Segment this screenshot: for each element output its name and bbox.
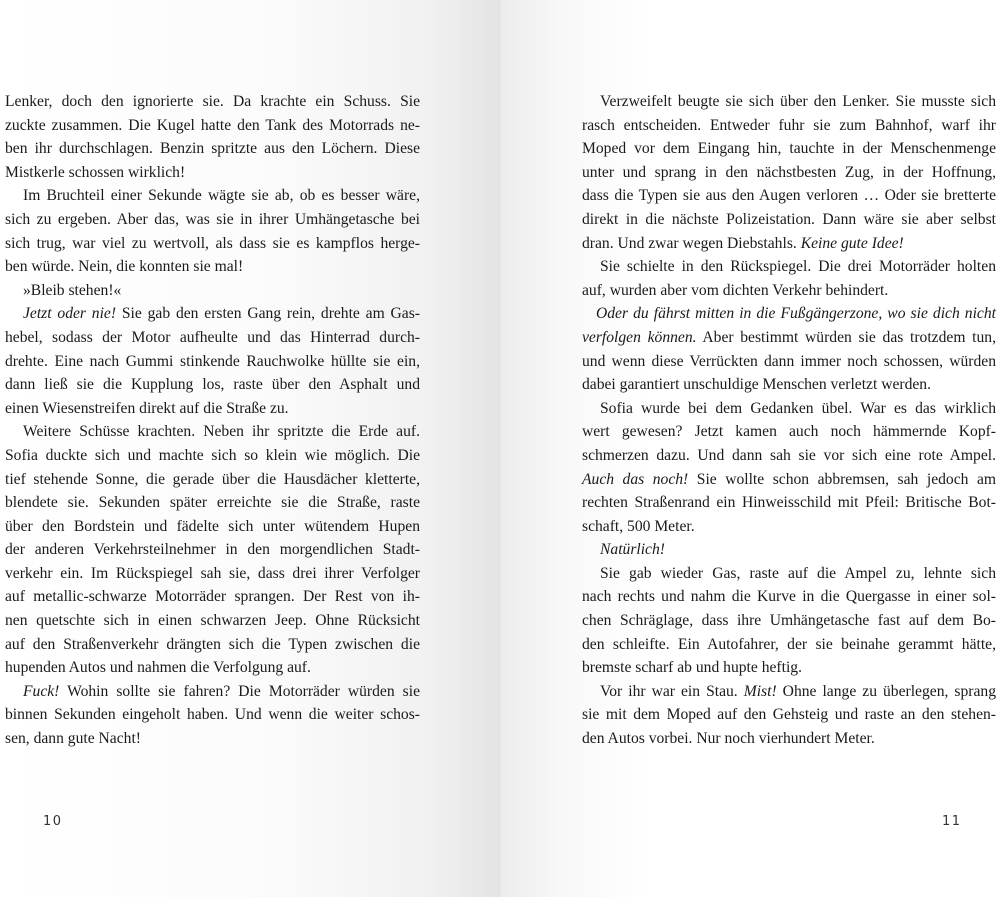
line-text: hebel, sodass der Motor aufheulte und das Hinterrad durch- bbox=[5, 328, 420, 346]
right-page-text bbox=[582, 90, 996, 751]
line-text: nach rechts und nahm die Kurve in die Quergasse in einer sol- bbox=[582, 588, 996, 606]
text-line bbox=[5, 161, 420, 185]
line-text: Aber bestimmt würden sie das trotzdem tun, bbox=[696, 328, 996, 346]
text-line bbox=[5, 656, 420, 680]
text-line bbox=[582, 326, 996, 350]
line-text: sie mit dem Moped auf den Gehsteig und raste an den stehen- bbox=[582, 706, 996, 724]
text-line bbox=[5, 326, 420, 350]
line-text: nen quetschte sich in einen schwarzen Jeep. Ohne Rücksicht bbox=[5, 612, 420, 630]
text-line bbox=[582, 350, 996, 374]
text-line bbox=[582, 538, 996, 562]
line-text: direkt in die nächste Polizeistation. Dann wäre sie aber selbst bbox=[582, 210, 996, 228]
text-line bbox=[582, 609, 996, 633]
italic-text: Oder du fährst mitten in die Fußgängerzone, wo sie dich nicht bbox=[596, 305, 996, 323]
line-text: auf den Straßenverkehr drängten sich die Typen zwischen die bbox=[5, 635, 420, 653]
text-line bbox=[582, 562, 996, 586]
text-line bbox=[5, 114, 420, 138]
line-text: dann ließ sie die Kupplung los, raste über den Asphalt und bbox=[5, 376, 420, 394]
line-text: hupenden Autos und nahmen die Verfolgung auf. bbox=[5, 659, 311, 677]
text-line bbox=[582, 656, 996, 680]
italic-text: Keine gute Idee! bbox=[800, 234, 904, 252]
line-text: sich zu ergeben. Aber das, was sie in ihrer Umhängetasche bei bbox=[5, 210, 420, 228]
text-line bbox=[5, 444, 420, 468]
line-text: Sie gab den ersten Gang rein, drehte am Gas- bbox=[116, 305, 420, 323]
text-line bbox=[582, 184, 996, 208]
line-text: ben würde. Nein, die konnten sie mal! bbox=[5, 258, 244, 276]
text-line bbox=[5, 373, 420, 397]
text-line bbox=[582, 373, 996, 397]
text-line bbox=[582, 444, 996, 468]
text-line bbox=[5, 515, 420, 539]
line-text: den schleifte. Ein Autofahrer, der sie beinahe gerammt hätte, bbox=[582, 635, 996, 653]
line-text: chen Schräglage, dass ihre Umhängetasche fast auf dem Bo- bbox=[582, 612, 996, 630]
text-line bbox=[5, 302, 420, 326]
line-text: einen Wiesenstreifen direkt auf die Straße zu. bbox=[5, 399, 289, 417]
text-line bbox=[5, 680, 420, 704]
text-line bbox=[582, 585, 996, 609]
text-line bbox=[582, 114, 996, 138]
text-line bbox=[5, 468, 420, 492]
text-line bbox=[5, 609, 420, 633]
text-line bbox=[582, 232, 996, 256]
text-line bbox=[5, 137, 420, 161]
line-text: binnen Sekunden eingeholt haben. Und wenn die weiter schos- bbox=[5, 706, 420, 724]
line-text: bremste scharf ab und hupte heftig. bbox=[582, 659, 802, 677]
line-text: dran. Und zwar wegen Diebstahls. bbox=[582, 234, 801, 252]
page-number-right: 11 bbox=[942, 814, 962, 829]
line-text: ben ihr durchschlagen. Benzin spritzte aus den Löchern. Diese bbox=[5, 140, 420, 158]
text-line bbox=[5, 90, 420, 114]
line-text: Lenker, doch den ignorierte sie. Da krachte ein Schuss. Sie bbox=[5, 93, 420, 110]
text-line bbox=[582, 255, 996, 279]
line-text: den Autos vorbei. Nur noch vierhundert Meter. bbox=[582, 730, 875, 748]
right-page bbox=[501, 0, 1005, 897]
line-text: Sofia duckte sich und machte sich so klein wie möglich. Die bbox=[5, 446, 420, 464]
line-text: wert gewesen? Jetzt kamen auch noch hämmernde Kopf- bbox=[582, 423, 996, 441]
line-text: auf metallic-schwarze Motorräder sprangen. Der Rest von ih- bbox=[5, 588, 420, 606]
line-text: tief stehende Sonne, die gerade über die Hausdächer kletterte, bbox=[5, 470, 420, 488]
line-text: sen, dann gute Nacht! bbox=[5, 730, 141, 748]
left-page-text bbox=[5, 90, 420, 751]
text-line bbox=[5, 232, 420, 256]
line-text: Sie wollte schon abbremsen, sah jedoch am bbox=[688, 470, 996, 488]
text-line bbox=[5, 633, 420, 657]
text-line bbox=[582, 468, 996, 492]
italic-text: Natürlich! bbox=[600, 541, 665, 559]
line-text: der anderen Verkehrsteilnehmer in den morgendlichen Stadt- bbox=[5, 541, 420, 559]
line-text: rechten Straßenrand ein Hinweisschild mit Pfeil: Britische Bot- bbox=[582, 494, 996, 512]
line-text: blendete sie. Sekunden später erreichte sie die Straße, raste bbox=[5, 494, 420, 512]
text-line bbox=[582, 515, 996, 539]
italic-text: Fuck! bbox=[23, 682, 60, 700]
left-page bbox=[0, 0, 501, 897]
italic-text: Jetzt oder nie! bbox=[23, 305, 117, 323]
text-line bbox=[582, 302, 996, 326]
text-line bbox=[582, 137, 996, 161]
line-text: schaft, 500 Meter. bbox=[582, 517, 695, 535]
text-line bbox=[582, 161, 996, 185]
text-line bbox=[5, 727, 420, 751]
text-line bbox=[5, 184, 420, 208]
line-text: auf, wurden aber vom dichten Verkehr behindert. bbox=[582, 281, 889, 299]
line-text: dabei garantiert unschuldige Menschen verletzt werden. bbox=[582, 376, 931, 394]
text-line bbox=[582, 727, 996, 751]
page-number-left: 10 bbox=[43, 814, 63, 829]
text-line bbox=[582, 279, 996, 303]
text-line bbox=[5, 255, 420, 279]
text-line bbox=[582, 90, 996, 114]
text-line bbox=[5, 585, 420, 609]
line-text: Ohne lange zu überlegen, sprang bbox=[776, 682, 996, 700]
line-text: Wohin sollte sie fahren? Die Motorräder würden sie bbox=[59, 682, 420, 700]
text-line bbox=[5, 703, 420, 727]
text-line bbox=[5, 350, 420, 374]
text-line bbox=[5, 538, 420, 562]
text-line bbox=[5, 420, 420, 444]
italic-text: Auch das noch! bbox=[582, 470, 689, 488]
line-text: rasch entscheiden. Entweder fuhr sie zum Bahnhof, warf ihr bbox=[582, 116, 996, 134]
italic-text: verfolgen können. bbox=[582, 328, 697, 346]
line-text: verkehr ein. Im Rückspiegel sah sie, dass drei ihrer Verfolger bbox=[5, 564, 420, 582]
line-text: unter und sprang in den nächstbesten Zug, in der Hoffnung, bbox=[582, 163, 996, 181]
line-text: Im Bruchteil einer Sekunde wägte sie ab, ob es besser wäre, bbox=[23, 187, 420, 205]
italic-text: Mist! bbox=[743, 682, 777, 700]
line-text: Verzweifelt beugte sie sich über den Lenker. Sie musste sich bbox=[600, 93, 996, 110]
text-line bbox=[582, 703, 996, 727]
line-text: dass die Typen sie aus den Augen verloren … Oder sie bretterte bbox=[582, 187, 996, 205]
line-text: sich trug, war viel zu wertvoll, als dass sie es kampflos herge- bbox=[5, 234, 420, 252]
line-text: Mistkerle schossen wirklich! bbox=[5, 163, 186, 181]
line-text: Moped vor dem Eingang hin, tauchte in der Menschenmenge bbox=[582, 140, 996, 158]
line-text: Weitere Schüsse krachten. Neben ihr spritzte die Erde auf. bbox=[23, 423, 420, 441]
text-line bbox=[582, 633, 996, 657]
text-line bbox=[5, 208, 420, 232]
text-line bbox=[582, 397, 996, 421]
line-text: über den Bordstein und fädelte sich unter wütendem Hupen bbox=[5, 517, 420, 535]
text-line bbox=[582, 680, 996, 704]
text-line bbox=[582, 491, 996, 515]
text-line bbox=[582, 420, 996, 444]
text-line bbox=[5, 562, 420, 586]
line-text: »Bleib stehen!« bbox=[23, 281, 122, 299]
text-line bbox=[5, 491, 420, 515]
line-text: Vor ihr war ein Stau. bbox=[600, 682, 744, 700]
line-text: drehte. Eine nach Gummi stinkende Rauchwolke hüllte sie ein, bbox=[5, 352, 420, 370]
text-line bbox=[5, 397, 420, 421]
line-text: und wenn diese Verrückten dann immer noch schossen, würden bbox=[582, 352, 996, 370]
text-line bbox=[582, 208, 996, 232]
line-text: Sofia wurde bei dem Gedanken übel. War es das wirklich bbox=[600, 399, 996, 417]
line-text: schmerzen dazu. Und dann sah sie vor sich eine rote Ampel. bbox=[582, 446, 996, 464]
text-line bbox=[5, 279, 420, 303]
line-text: Sie schielte in den Rückspiegel. Die drei Motorräder holten bbox=[600, 258, 996, 276]
line-text: zuckte zusammen. Die Kugel hatte den Tank des Motorrads ne- bbox=[5, 116, 420, 134]
line-text: Sie gab wieder Gas, raste auf die Ampel zu, lehnte sich bbox=[600, 564, 996, 582]
